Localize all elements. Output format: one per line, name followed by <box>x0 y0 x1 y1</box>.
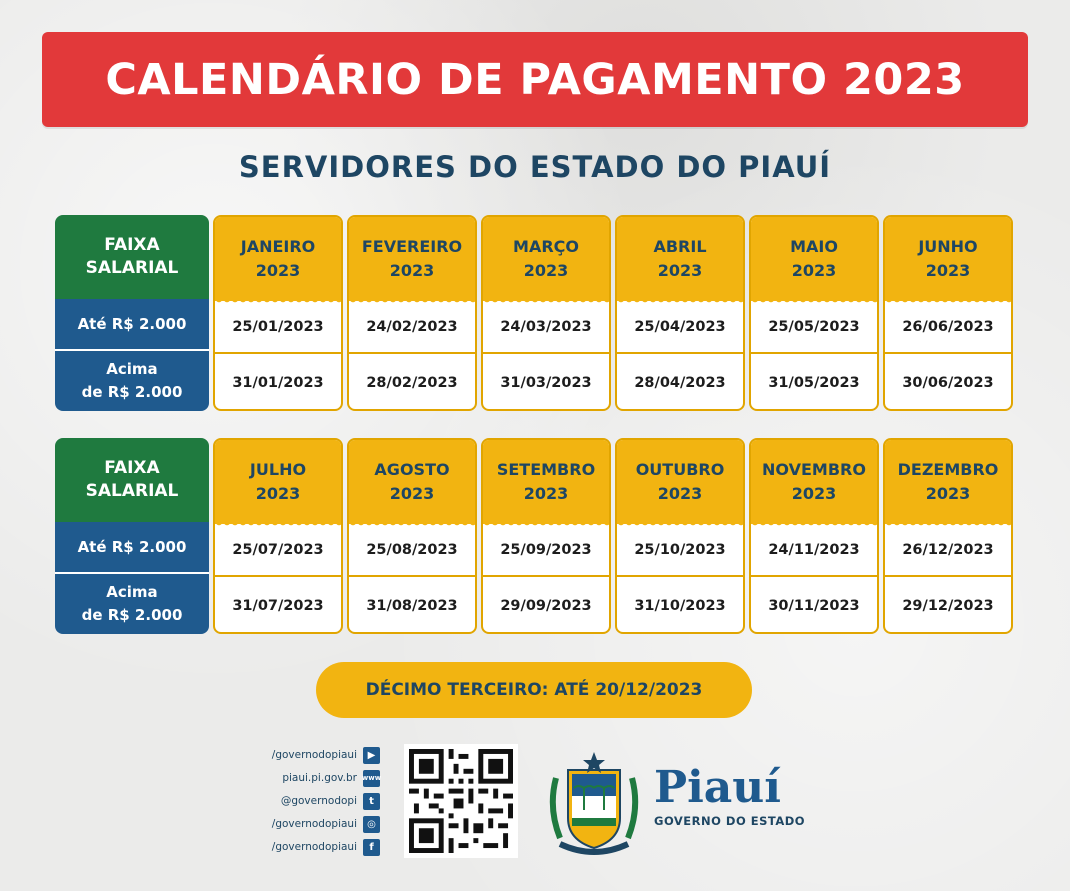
brand-name: Piauí <box>654 762 782 813</box>
date-ate: 24/02/2023 <box>349 301 475 354</box>
date-acima: 31/03/2023 <box>500 374 592 391</box>
month-column-novembro <box>749 438 879 634</box>
date-ate: 25/05/2023 <box>751 301 877 354</box>
social-link-text: /governodopiaui <box>271 818 357 830</box>
date-acima: 28/02/2023 <box>366 374 458 391</box>
date-acima: 31/08/2023 <box>366 597 458 614</box>
date-acima: 30/06/2023 <box>902 374 994 391</box>
faixa-row-acima <box>55 351 209 411</box>
state-crest <box>546 748 642 858</box>
calendar-table-semester-2 <box>55 438 1017 634</box>
social-link-facebook[interactable] <box>272 838 380 856</box>
faixa-row-ate <box>55 522 209 574</box>
month-name: FEVEREIRO <box>361 237 463 256</box>
social-link-youtube[interactable] <box>272 746 380 764</box>
calendar-table-semester-1 <box>55 215 1017 411</box>
social-link-website[interactable] <box>282 769 380 787</box>
qr-code[interactable] <box>404 744 518 858</box>
social-link-instagram[interactable] <box>272 815 380 833</box>
date-ate: 26/06/2023 <box>885 301 1011 354</box>
month-column-julho <box>213 438 343 634</box>
month-header <box>483 217 609 301</box>
title-banner <box>42 32 1028 127</box>
month-year: 2023 <box>925 484 971 503</box>
date-acima: 29/09/2023 <box>500 597 592 614</box>
month-column-maio <box>749 215 879 411</box>
faixa-row-acima <box>55 574 209 634</box>
youtube-icon: ▶ <box>363 747 380 764</box>
date-acima: 31/01/2023 <box>232 374 324 391</box>
facebook-icon: f <box>363 839 380 856</box>
date-acima: 30/11/2023 <box>768 597 860 614</box>
date-ate: 25/07/2023 <box>215 524 341 577</box>
month-column-dezembro <box>883 438 1013 634</box>
month-name: MARÇO <box>513 237 579 256</box>
social-link-text: piaui.pi.gov.br <box>282 772 357 784</box>
month-name: AGOSTO <box>374 460 450 479</box>
month-column-agosto <box>347 438 477 634</box>
date-ate: 26/12/2023 <box>885 524 1011 577</box>
month-header <box>483 440 609 524</box>
brand-subtitle: GOVERNO DO ESTADO <box>654 814 806 828</box>
page-subtitle: SERVIDORES DO ESTADO DO PIAUÍ <box>238 150 832 184</box>
date-ate: 25/01/2023 <box>215 301 341 354</box>
month-year: 2023 <box>657 261 703 280</box>
month-header <box>215 217 341 301</box>
month-column-outubro <box>615 438 745 634</box>
instagram-icon: ◎ <box>363 816 380 833</box>
date-acima: 28/04/2023 <box>634 374 726 391</box>
month-column-abril <box>615 215 745 411</box>
month-year: 2023 <box>791 261 837 280</box>
month-year: 2023 <box>523 484 569 503</box>
month-year: 2023 <box>523 261 569 280</box>
month-header <box>215 440 341 524</box>
month-name: JULHO <box>249 460 307 479</box>
month-name: MAIO <box>790 237 838 256</box>
month-name: JANEIRO <box>240 237 316 256</box>
page-title: CALENDÁRIO DE PAGAMENTO 2023 <box>105 54 965 105</box>
date-ate: 25/04/2023 <box>617 301 743 354</box>
social-links <box>230 746 380 858</box>
faixa-row-acima-line2: de R$ 2.000 <box>81 383 183 401</box>
faixa-salarial-header <box>55 438 209 522</box>
date-acima: 31/10/2023 <box>634 597 726 614</box>
faixa-row-acima-line1: Acima <box>106 360 158 378</box>
month-header <box>349 440 475 524</box>
social-link-text: /governodopiaui <box>271 841 357 853</box>
month-column-setembro <box>481 438 611 634</box>
month-year: 2023 <box>389 484 435 503</box>
month-column-marco <box>481 215 611 411</box>
month-header <box>885 440 1011 524</box>
month-column-junho <box>883 215 1013 411</box>
qr-code-icon <box>409 749 513 853</box>
faixa-salarial-header <box>55 215 209 299</box>
faixa-header-line1: FAIXA <box>104 235 160 255</box>
date-ate: 25/09/2023 <box>483 524 609 577</box>
faixa-header-line1: FAIXA <box>104 458 160 478</box>
month-year: 2023 <box>255 261 301 280</box>
month-year: 2023 <box>657 484 703 503</box>
month-name: ABRIL <box>653 237 707 256</box>
decimo-terceiro-badge: DÉCIMO TERCEIRO: ATÉ 20/12/2023 <box>316 662 752 718</box>
date-ate: 24/11/2023 <box>751 524 877 577</box>
faixa-row-ate-label: Até R$ 2.000 <box>77 537 187 556</box>
month-header <box>349 217 475 301</box>
month-name: NOVEMBRO <box>762 460 866 479</box>
date-ate: 25/08/2023 <box>349 524 475 577</box>
month-name: SETEMBRO <box>496 460 596 479</box>
month-column-fevereiro <box>347 215 477 411</box>
month-column-janeiro <box>213 215 343 411</box>
social-link-twitter[interactable] <box>281 792 380 810</box>
www-icon: www <box>363 770 380 787</box>
faixa-header-line2: SALARIAL <box>85 258 179 278</box>
month-name: JUNHO <box>918 237 978 256</box>
date-ate: 25/10/2023 <box>617 524 743 577</box>
month-year: 2023 <box>925 261 971 280</box>
date-acima: 29/12/2023 <box>902 597 994 614</box>
coat-of-arms-icon <box>546 748 642 858</box>
date-acima: 31/07/2023 <box>232 597 324 614</box>
date-acima: 31/05/2023 <box>768 374 860 391</box>
date-ate: 24/03/2023 <box>483 301 609 354</box>
social-link-text: @governodopi <box>280 795 357 807</box>
month-year: 2023 <box>389 261 435 280</box>
month-name: OUTUBRO <box>635 460 725 479</box>
month-header <box>885 217 1011 301</box>
twitter-icon: t <box>363 793 380 810</box>
social-link-text: /governodopiaui <box>271 749 357 761</box>
brand-logo <box>654 764 814 844</box>
month-year: 2023 <box>791 484 837 503</box>
month-header <box>751 217 877 301</box>
faixa-row-ate-label: Até R$ 2.000 <box>77 314 187 333</box>
faixa-row-acima-line1: Acima <box>106 583 158 601</box>
month-header <box>617 217 743 301</box>
month-year: 2023 <box>255 484 301 503</box>
faixa-header-line2: SALARIAL <box>85 481 179 501</box>
month-name: DEZEMBRO <box>897 460 999 479</box>
month-header <box>751 440 877 524</box>
faixa-row-ate <box>55 299 209 351</box>
faixa-row-acima-line2: de R$ 2.000 <box>81 606 183 624</box>
month-header <box>617 440 743 524</box>
